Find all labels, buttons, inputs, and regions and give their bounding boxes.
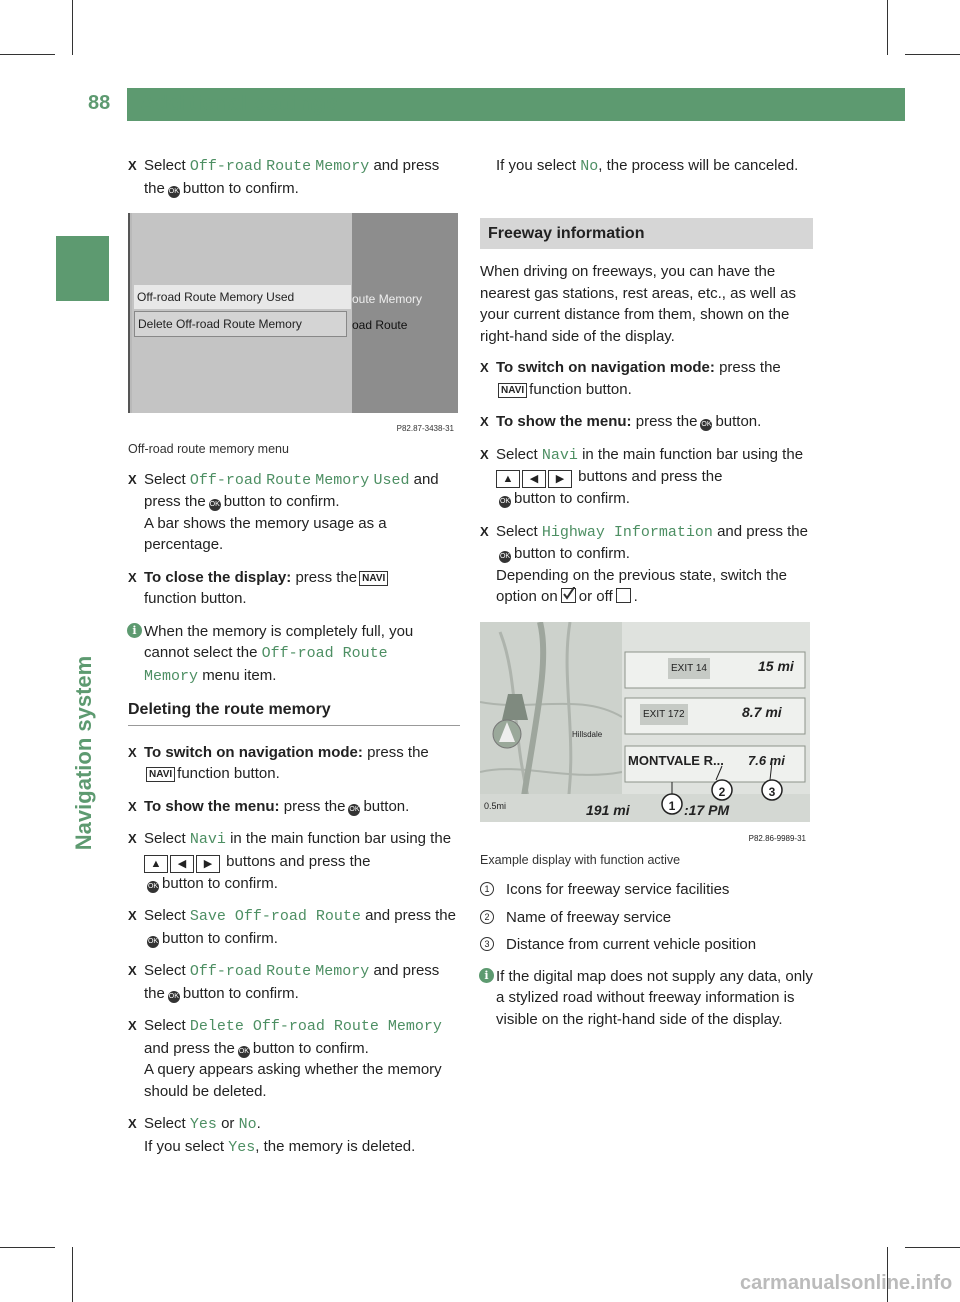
left-arrow-icon: ◀ (522, 470, 546, 488)
legend (480, 879, 813, 956)
crop-mark (0, 54, 55, 55)
step: X Select Off-road Route Memory and press the OK button to confirm. (128, 157, 440, 197)
legend-item (480, 907, 813, 929)
up-arrow-icon: ▲ (144, 855, 168, 873)
right-arrow-icon: ▶ (548, 470, 572, 488)
ok-button-icon: OK (168, 991, 180, 1003)
step: X Select Save Off-road Route and press theOK button to confirm. (128, 907, 456, 947)
side-label: Navigation system (71, 655, 96, 851)
navi-key-icon: NAVI (498, 383, 527, 398)
legend-text: Name of freeway service (506, 908, 672, 926)
ok-button-icon: OK (348, 804, 360, 816)
intro-paragraph: When driving on freeways, you can have the nearest gas stations, rest areas, etc., as well as your current distance from them, shown on the right-hand side of the display. (480, 263, 796, 345)
legend-number: 1 (480, 882, 494, 896)
paragraph: If you select No, the process will be canceled. (496, 157, 799, 175)
step: X To switch on navigation mode: press the NAVI function button. (128, 743, 429, 782)
menu-item-used: Off-road Route Memory Used (134, 285, 351, 309)
info-icon: i (127, 623, 142, 638)
step: X Select Off-road Route Memory and press the OK button to confirm. (128, 962, 440, 1002)
page-number: 88 (88, 92, 111, 114)
info-icon: i (479, 968, 494, 983)
step: X Select Navi in the main function bar using the ▲ ◀ ▶ buttons and press the OK button to confirm. (128, 830, 452, 892)
ok-button-icon: OK (147, 881, 159, 893)
crop-mark (905, 54, 960, 55)
step: X To close the display: press the NAVI function button. (128, 567, 460, 610)
page-title: Additional settings (140, 92, 339, 115)
ok-button-icon: OK (700, 419, 712, 431)
left-column (128, 155, 460, 1169)
crop-mark (72, 0, 73, 55)
step: X Select Delete Off-road Route Memory and press the OK button to confirm. A query appears asking whether the memory should be deleted. (128, 1017, 442, 1100)
legend-text: Distance from current vehicle position (506, 936, 757, 953)
menu-item-delete: Delete Off-road Route Memory (134, 311, 347, 337)
step: X Select Yes or No. If you select Yes, the memory is deleted. (128, 1115, 416, 1156)
ok-button-icon: OK (168, 186, 180, 198)
ok-button-icon: OK (147, 936, 159, 948)
navi-key-icon: NAVI (146, 767, 175, 782)
step: X To show the menu: press the OK button. (128, 797, 410, 815)
step: X To switch on navigation mode: press the NAVI function button. (480, 359, 781, 398)
ok-button-icon: OK (238, 1046, 250, 1058)
navi-key-icon: NAVI (359, 571, 388, 586)
image-code: P82.86-9989-31 (748, 833, 806, 843)
checkbox-unchecked-icon (616, 588, 631, 603)
legend-item (480, 879, 813, 901)
checkbox-checked-icon (561, 588, 576, 603)
ok-button-icon: OK (209, 499, 221, 511)
step: X Select Navi in the main function bar using the ▲ ◀ ▶ buttons and press the OK button to confirm. (480, 445, 804, 507)
left-arrow-icon: ◀ (170, 855, 194, 873)
info-note: i When the memory is completely full, you cannot select the Off-road Route Memory menu item. (128, 621, 460, 688)
screenshot-offroad-menu: Off-road Route Memory Used Delete Off-road Route Memory oute Memory oad Route P82.87-3438-31 (128, 213, 458, 433)
crop-mark (72, 1247, 73, 1302)
legend-number: 2 (480, 910, 494, 924)
callout-2: 2 (718, 784, 726, 799)
legend-number: 3 (480, 937, 494, 951)
section-heading: Freeway information (480, 218, 813, 250)
legend-item (480, 934, 813, 956)
image-code: P82.87-3438-31 (396, 424, 454, 433)
callout-3: 3 (768, 784, 776, 799)
up-arrow-icon: ▲ (496, 470, 520, 488)
image-caption: Off-road route memory menu (128, 442, 289, 456)
step: X Select Highway Information and press the OK button to confirm. Depending on the previous state, switch the option on or off . (480, 522, 808, 605)
section-heading: Deleting the route memory (128, 699, 460, 726)
step: X Select Off-road Route Memory Used and press the OK button to confirm. A bar shows the memory usage as a percentage. (128, 470, 439, 553)
callout-1: 1 (668, 798, 676, 813)
side-tab (56, 236, 109, 301)
ok-button-icon: OK (499, 551, 511, 563)
right-arrow-icon: ▶ (196, 855, 220, 873)
crop-mark (887, 0, 888, 55)
crop-mark (0, 1247, 55, 1248)
ok-button-icon: OK (499, 496, 511, 508)
right-column (480, 155, 813, 1042)
crop-mark (905, 1247, 960, 1248)
info-note: i If the digital map does not supply any data, only a stylized road without freeway information is visible on the right-hand side of the display. (480, 966, 813, 1031)
image-caption: Example display with function active (480, 852, 681, 867)
footer-watermark: carmanualsonline.info (740, 1272, 953, 1294)
legend-text: Icons for freeway service facilities (506, 881, 730, 898)
screenshot-freeway-info: EXIT 14 15 mi EXIT 172 8.7 mi MONTVALE R... 7.6 mi Hillsdale 0.5mi 191 mi :17 PM 1 2 3 P82.86-9989-31 (480, 622, 810, 844)
step: X To show the menu: press the OK button. (480, 413, 762, 430)
